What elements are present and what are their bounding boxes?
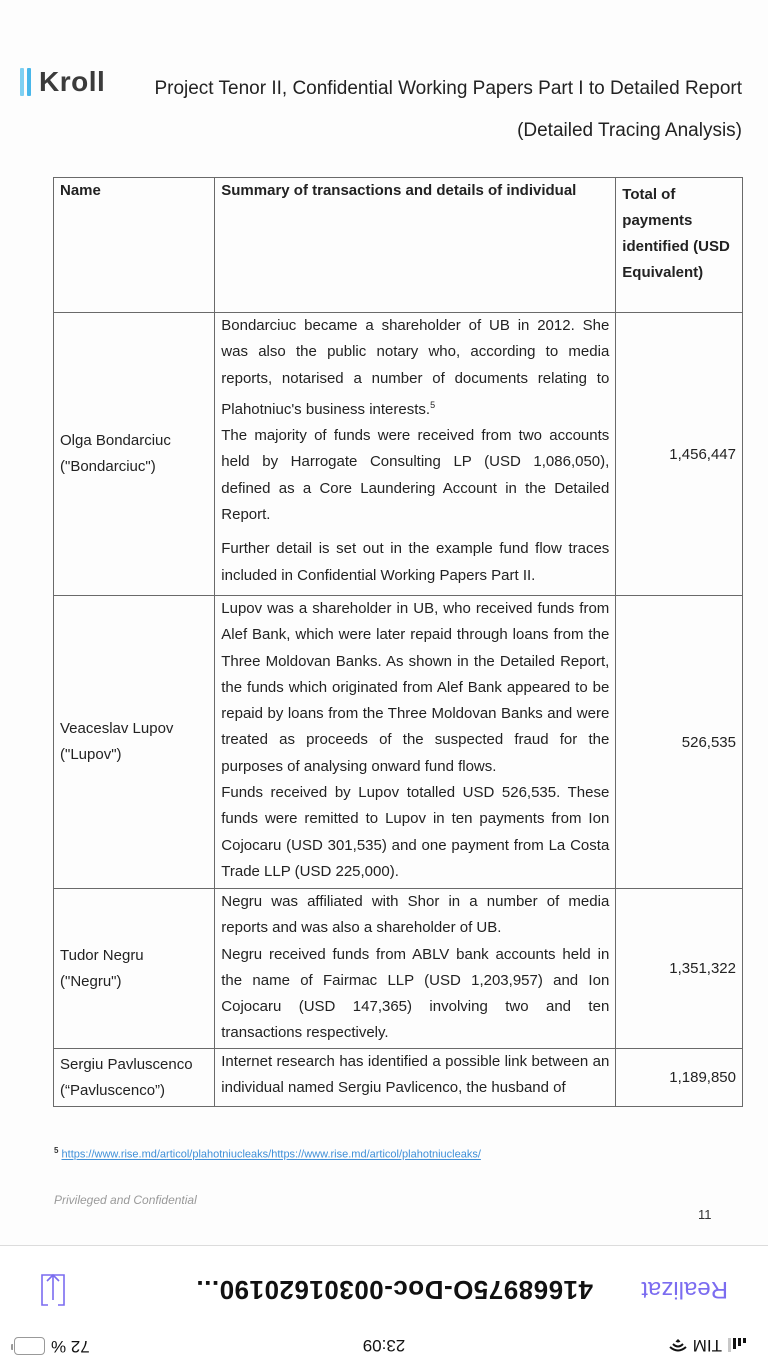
carrier-name: TIM — [692, 1336, 722, 1355]
name-cell — [54, 1049, 215, 1107]
header-name: Name — [54, 178, 215, 313]
summary-cell — [215, 889, 616, 1049]
total-cell: 1,456,447 — [616, 313, 743, 596]
document-subtitle: (Detailed Tracing Analysis) — [517, 120, 742, 141]
viewer-chrome-rotated — [0, 1246, 768, 1365]
table-header-row — [54, 178, 743, 313]
viewer-nav-bar — [0, 1246, 768, 1325]
person-alias: (“Pavluscenco”) — [60, 1081, 166, 1099]
person-name: Olga Bondarciuc — [60, 432, 171, 449]
table-row — [54, 313, 743, 596]
battery-icon — [14, 1337, 45, 1355]
table-row — [54, 1049, 743, 1107]
document-title: Project Tenor II, Confidential Working Papers Part I to Detailed Report — [154, 78, 742, 99]
person-name: Veaceslav Lupov — [60, 720, 174, 737]
name-cell — [54, 889, 215, 1049]
battery-percent: 72 % — [51, 1337, 90, 1356]
person-name: Tudor Negru — [60, 946, 144, 964]
summary-paragraph: Further detail is set out in the example fund flow traces included in Confidential Working Papers Part II. — [221, 540, 610, 584]
footnote-link[interactable]: https://www.rise.md/articol/plahotniucleaks/https://www.rise.md/articol/plahotniucleaks/ — [61, 1148, 481, 1161]
summary-paragraph: Bondarciuc became a shareholder of UB in 2012. She was also the public notary who, according to media reports, notarised a number of documents relating to Plahotniuc's business interests. — [221, 317, 610, 418]
total-cell: 1,351,322 — [616, 889, 743, 1049]
page-number: 11 — [698, 1207, 712, 1222]
document-name: 41668975O-Doc-00301620190... — [195, 1275, 593, 1305]
summary-paragraph: Internet research has identified a possible link between an individual named Sergiu Pavlicenco, the husband of — [221, 1053, 610, 1097]
summary-paragraph: Funds received by Lupov totalled USD 526,535. These funds were remitted to Lupov in ten payments from Ion Cojocaru (USD 301,535) and one payment from La Costa Trade LLP (USD 225,000). — [221, 784, 610, 880]
kroll-logo-icon — [20, 68, 31, 96]
name-cell — [54, 313, 215, 596]
header-summary: Summary of transactions and details of individual — [215, 178, 616, 313]
summary-paragraph: Negru received funds from ABLV bank accounts held in the name of Fairmac LLP (USD 1,203,957) and Ion Cojocaru (USD 147,365) involving two and ten transactions respectively. — [221, 945, 610, 1042]
kroll-logo — [20, 66, 105, 98]
footnote — [54, 1146, 481, 1161]
table-row — [54, 596, 743, 889]
person-alias: ("Bondarciuc") — [60, 458, 156, 475]
clock: 23:09 — [362, 1336, 406, 1355]
done-button[interactable]: Realizat — [641, 1276, 728, 1303]
person-alias: ("Negru") — [60, 972, 122, 990]
name-cell — [54, 596, 215, 889]
transactions-table — [53, 177, 743, 1107]
battery-info — [14, 1336, 90, 1356]
header-total-label: Total of payments identified (USD Equivalent) — [622, 186, 730, 281]
total-cell: 526,535 — [616, 596, 743, 889]
logo-text: Kroll — [39, 66, 106, 97]
summary-paragraph: Lupov was a shareholder in UB, who received funds from Alef Bank, which were later repaid through loans from the Three Moldovan Banks. As shown in the Detailed Report, the funds which originated from Alef Bank appeared to be repaid by loans from the Three Moldovan Banks and were treated as proceeds of the suspected fraud for the purposes of analysing onward fund flows. — [221, 600, 610, 775]
footnote-number: 5 — [54, 1146, 59, 1155]
person-alias: ("Lupov") — [60, 746, 122, 763]
confidentiality-label: Privileged and Confidential — [54, 1193, 197, 1207]
summary-cell — [215, 1049, 616, 1107]
footnote-ref[interactable]: 5 — [430, 399, 436, 410]
summary-paragraph: Negru was affiliated with Shor in a number of media reports and was also a shareholder of UB. — [221, 893, 610, 937]
share-icon[interactable] — [40, 1269, 66, 1309]
person-name: Sergiu Pavluscenco — [60, 1055, 193, 1073]
summary-cell — [215, 596, 616, 889]
header-total — [616, 178, 743, 313]
status-bar — [0, 1325, 768, 1365]
table-row — [54, 889, 743, 1049]
summary-paragraph: The majority of funds were received from two accounts held by Harrogate Consulting LP (USD 1,086,050), defined as a Core Laundering Account in the Detailed Report. — [221, 427, 610, 524]
total-cell: 1,189,850 — [616, 1049, 743, 1107]
summary-cell — [215, 313, 616, 596]
